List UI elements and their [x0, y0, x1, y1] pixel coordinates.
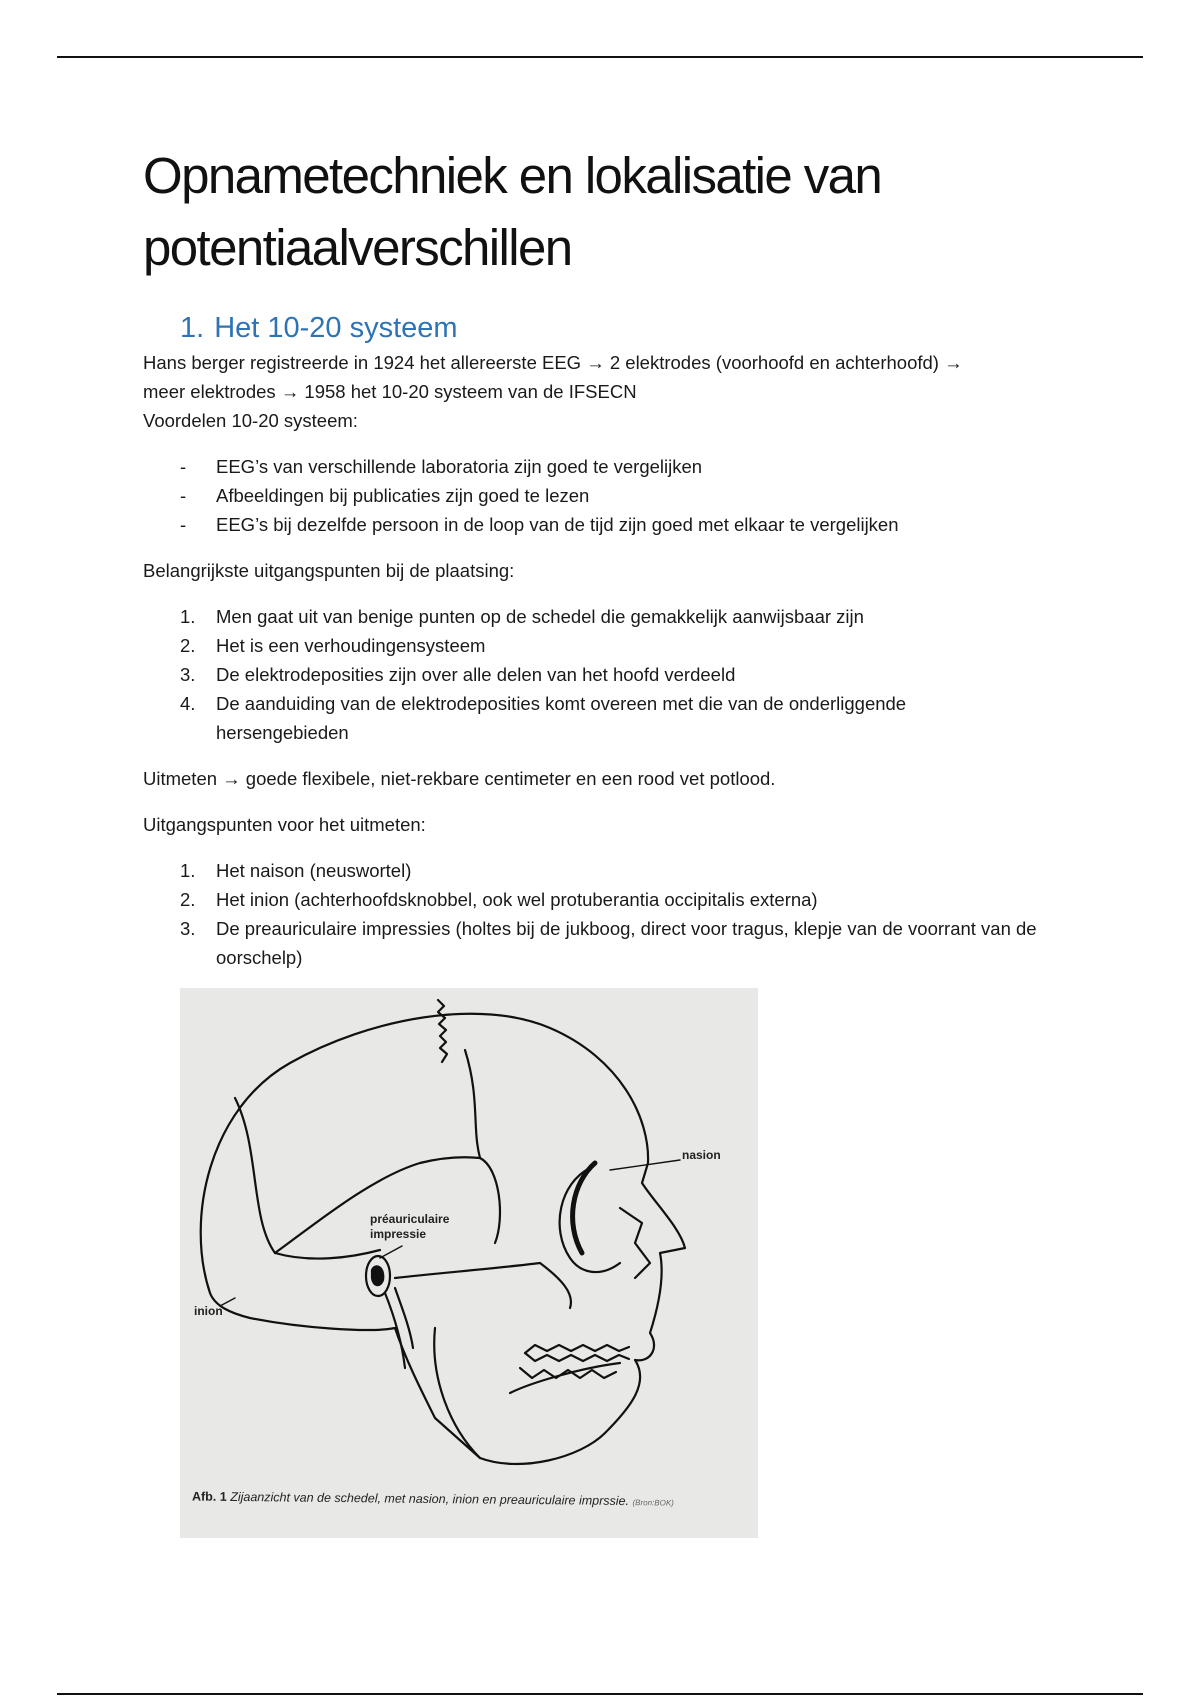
list-item: - EEG’s bij dezelfde persoon in de loop van de tijd zijn goed met elkaar te vergelijken — [180, 514, 899, 535]
skull-illustration — [180, 988, 758, 1538]
preauricular-label-2: impressie — [370, 1227, 427, 1241]
list-item: 1. Het naison (neuswortel) — [180, 860, 412, 881]
section-heading — [180, 308, 1083, 348]
section-number: 1. — [180, 312, 205, 344]
placement-list — [143, 602, 1083, 747]
list-item: 2. Het inion (achterhoofdsknobbel, ook wel protuberantia occipitalis externa) — [180, 889, 818, 910]
list-item: 3. De elektrodeposities zijn over alle delen van het hoofd verdeeld — [180, 664, 736, 685]
list-item: 2. Het is een verhoudingensysteem — [180, 635, 486, 656]
skull-figure — [180, 988, 758, 1538]
bottom-rule — [57, 1693, 1143, 1695]
measure-list — [143, 856, 1083, 972]
list-item: - Afbeeldingen bij publicaties zijn goed te lezen — [180, 485, 590, 506]
section-title: Het 10-20 systeem — [214, 312, 458, 344]
list-item: 4. De aanduiding van de elektrodeposities komt overeen met die van de onderliggende hersengebieden — [180, 693, 907, 743]
placement-heading: Belangrijkste uitgangspunten bij de plaatsing: — [143, 560, 515, 581]
list-item: - EEG’s van verschillende laboratoria zijn goed te vergelijken — [180, 456, 703, 477]
preauricular-label-1: préauriculaire — [370, 1212, 450, 1226]
list-item: 3. De preauriculaire impressies (holtes bij de jukboog, direct voor tragus, klepje van de voorrant van de oorschelp) — [180, 918, 1037, 968]
top-rule — [57, 56, 1143, 58]
measure-line: Uitmeten → goede flexibele, niet-rekbare centimeter en een rood vet potlood. — [143, 768, 776, 789]
advantages-list — [143, 452, 1083, 539]
measure-heading: Uitgangspunten voor het uitmeten: — [143, 814, 426, 835]
inion-label: inion — [194, 1304, 223, 1318]
intro-line: Voordelen 10-20 systeem: — [143, 410, 358, 431]
intro-line: meer elektrodes → 1958 het 10-20 systeem van de IFSECN — [143, 381, 637, 402]
nasion-label: nasion — [682, 1148, 721, 1162]
list-item: 1. Men gaat uit van benige punten op de schedel die gemakkelijk aanwijsbaar zijn — [180, 606, 864, 627]
intro-line: Hans berger registreerde in 1924 het allereerste EEG → 2 elektrodes (voorhoofd en achterhoofd) → — [143, 352, 963, 373]
document-body — [143, 140, 1083, 1538]
figure-caption: Afb. 1 Zijaanzicht van de schedel, met nasion, inion en preauriculaire imprssie. (Bron:BOK) — [191, 1489, 674, 1509]
page-title: Opnametechniek en lokalisatie van potentiaalverschillen — [143, 147, 882, 276]
